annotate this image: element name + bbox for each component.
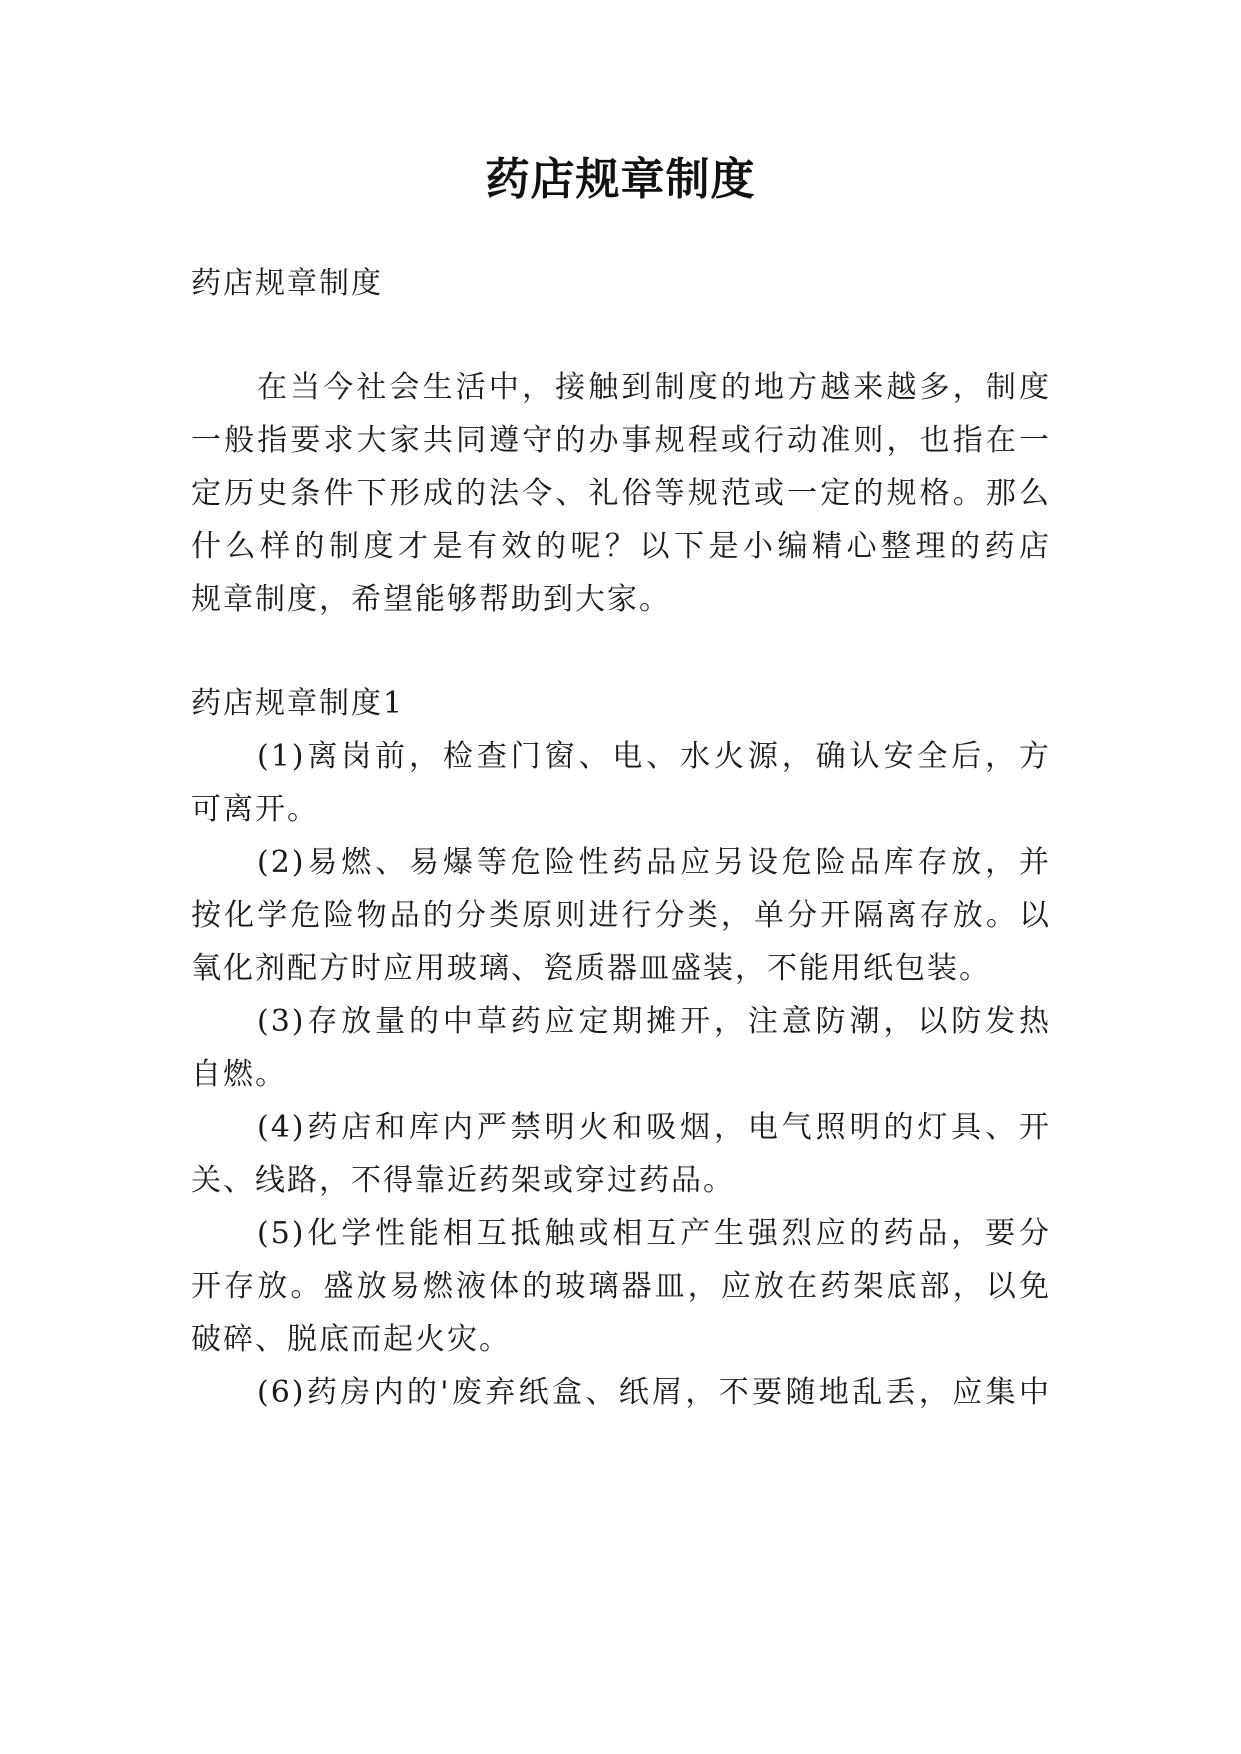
rule-4-line-1: (4)药店和库内严禁明火和吸烟，电气照明的灯具、开 — [257, 1110, 1051, 1145]
rule-2-line-1: (2)易燃、易爆等危险性药品应另设危险品库存放，并 — [257, 845, 1051, 880]
intro-line-1: 在当今社会生活中，接触到制度的地方越来越多，制度 — [257, 370, 1051, 405]
rule-2-line-2: 按化学危险物品的分类原则进行分类，单分开隔离存放。以 — [191, 898, 1051, 933]
intro-line-3: 定历史条件下形成的法令、礼俗等规范或一定的规格。那么 — [191, 476, 1051, 511]
subtitle: 药店规章制度 — [191, 266, 383, 301]
intro-line-2: 一般指要求大家共同遵守的办事规程或行动准则，也指在一 — [191, 423, 1051, 458]
section-heading: 药店规章制度1 — [191, 686, 405, 721]
rule-4-line-2: 关、线路，不得靠近药架或穿过药品。 — [191, 1163, 735, 1198]
intro-line-5: 规章制度，希望能够帮助到大家。 — [191, 582, 671, 617]
intro-line-4: 什么样的制度才是有效的呢？以下是小编精心整理的药店 — [191, 529, 1051, 564]
rule-5-line-1: (5)化学性能相互抵触或相互产生强烈应的药品，要分 — [257, 1216, 1051, 1251]
rule-2-line-3: 氧化剂配方时应用玻璃、瓷质器皿盛装，不能用纸包装。 — [191, 951, 991, 986]
rule-5-line-3: 破碎、脱底而起火灾。 — [191, 1322, 511, 1357]
rule-5-line-2: 开存放。盛放易燃液体的玻璃器皿，应放在药架底部，以免 — [191, 1269, 1051, 1304]
rule-6-line-1: (6)药房内的'废弃纸盒、纸屑，不要随地乱丢，应集中 — [257, 1375, 1051, 1410]
rule-3-line-2: 自燃。 — [191, 1057, 287, 1092]
rule-1-line-1: (1)离岗前，检查门窗、电、水火源，确认安全后，方 — [257, 739, 1051, 774]
rule-3-line-1: (3)存放量的中草药应定期摊开，注意防潮，以防发热 — [257, 1004, 1051, 1039]
document-title: 药店规章制度 — [485, 154, 756, 205]
rule-1-line-2: 可离开。 — [191, 792, 319, 827]
